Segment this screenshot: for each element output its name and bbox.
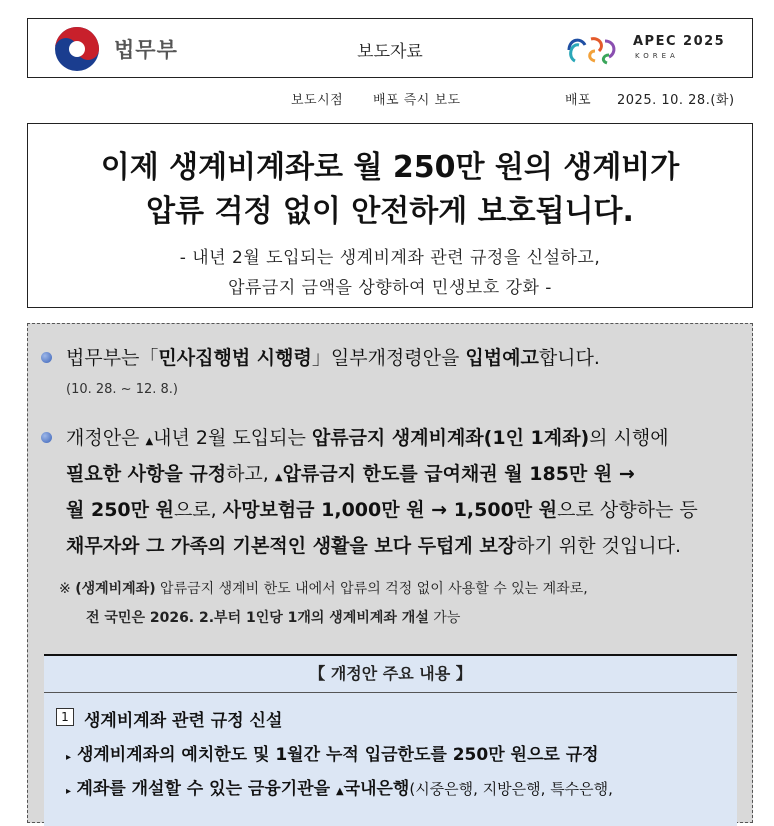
release-date-value: 2025. 10. 28.(화) — [617, 93, 735, 108]
release-time-label: 보도시점 — [291, 93, 344, 108]
summary-item-2-line-1: 개정안은 ▲내년 2월 도입되는 압류금지 생계비계좌(1인 1계좌)의 시행에 — [66, 427, 669, 449]
summary-item-2-line-3: 월 250만 원으로, 사망보험금 1,000만 원 → 1,500만 원으로 상향하는 등 — [66, 499, 698, 521]
document-type: 보도자료 — [357, 42, 423, 62]
subheadline-line-1: - 내년 2월 도입되는 생계비계좌 관련 규정을 신설하고, — [179, 248, 601, 268]
note-line-1: ※ (생계비계좌) 압류금지 생계비 한도 내에서 압류의 걱정 없이 사용할 수 있는 계좌로, — [59, 581, 588, 597]
triangle-marker-icon: ▲ — [335, 786, 344, 797]
summary-item-1: 법무부는「민사집행법 시행령」일부개정령안을 입법예고합니다. — [66, 347, 600, 369]
note-line-2: 전 국민은 2026. 2.부터 1인당 1개의 생계비계좌 개설 가능 — [86, 610, 461, 626]
apec-subtitle: KOREA — [635, 52, 679, 60]
detail-point-2: ▸ 계좌를 개설할 수 있는 금융기관을 ▲국내은행(시중은행, 지방은행, 특수은행, — [66, 779, 613, 799]
release-time-value: 배포 즉시 보도 — [373, 93, 461, 108]
apec-logo-icon — [565, 33, 621, 67]
bullet-icon — [41, 352, 52, 363]
headline-box — [27, 123, 753, 308]
summary-item-2-line-2: 필요한 사항을 규정하고, ▲압류금지 한도를 급여채권 월 185만 원 → — [66, 463, 635, 485]
press-header — [27, 18, 753, 78]
apec-title: APEC 2025 — [633, 34, 726, 49]
triangle-right-icon: ▸ — [66, 752, 72, 763]
detail-point-1: ▸ 생계비계좌의 예치한도 및 1월간 누적 입금한도를 250만 원으로 규정 — [66, 745, 599, 765]
triangle-right-icon: ▸ — [66, 786, 72, 797]
section-title: 생계비계좌 관련 규정 신설 — [84, 711, 283, 731]
triangle-marker-icon: ▲ — [274, 472, 283, 483]
ministry-name: 법무부 — [114, 38, 178, 62]
section-number: 1 — [56, 708, 74, 726]
details-heading: 【 개정안 주요 내용 】 — [309, 664, 472, 683]
subheadline-line-2: 압류금지 금액을 상향하여 민생보호 강화 - — [228, 278, 552, 298]
headline-line-1: 이제 생계비계좌로 월 250만 원의 생계비가 — [100, 150, 680, 185]
amendment-details-box — [44, 654, 737, 826]
headline-line-2: 압류 걱정 없이 안전하게 보호됩니다. — [146, 194, 634, 229]
release-date-label: 배포 — [565, 93, 592, 108]
consultation-period: (10. 28. ~ 12. 8.) — [66, 382, 178, 397]
bullet-icon — [41, 432, 52, 443]
triangle-marker-icon: ▲ — [145, 436, 154, 447]
summary-item-2-line-4: 채무자와 그 가족의 기본적인 생활을 보다 두텁게 보장하기 위한 것입니다. — [66, 535, 682, 557]
summary-box — [27, 323, 753, 823]
details-divider — [44, 692, 737, 693]
